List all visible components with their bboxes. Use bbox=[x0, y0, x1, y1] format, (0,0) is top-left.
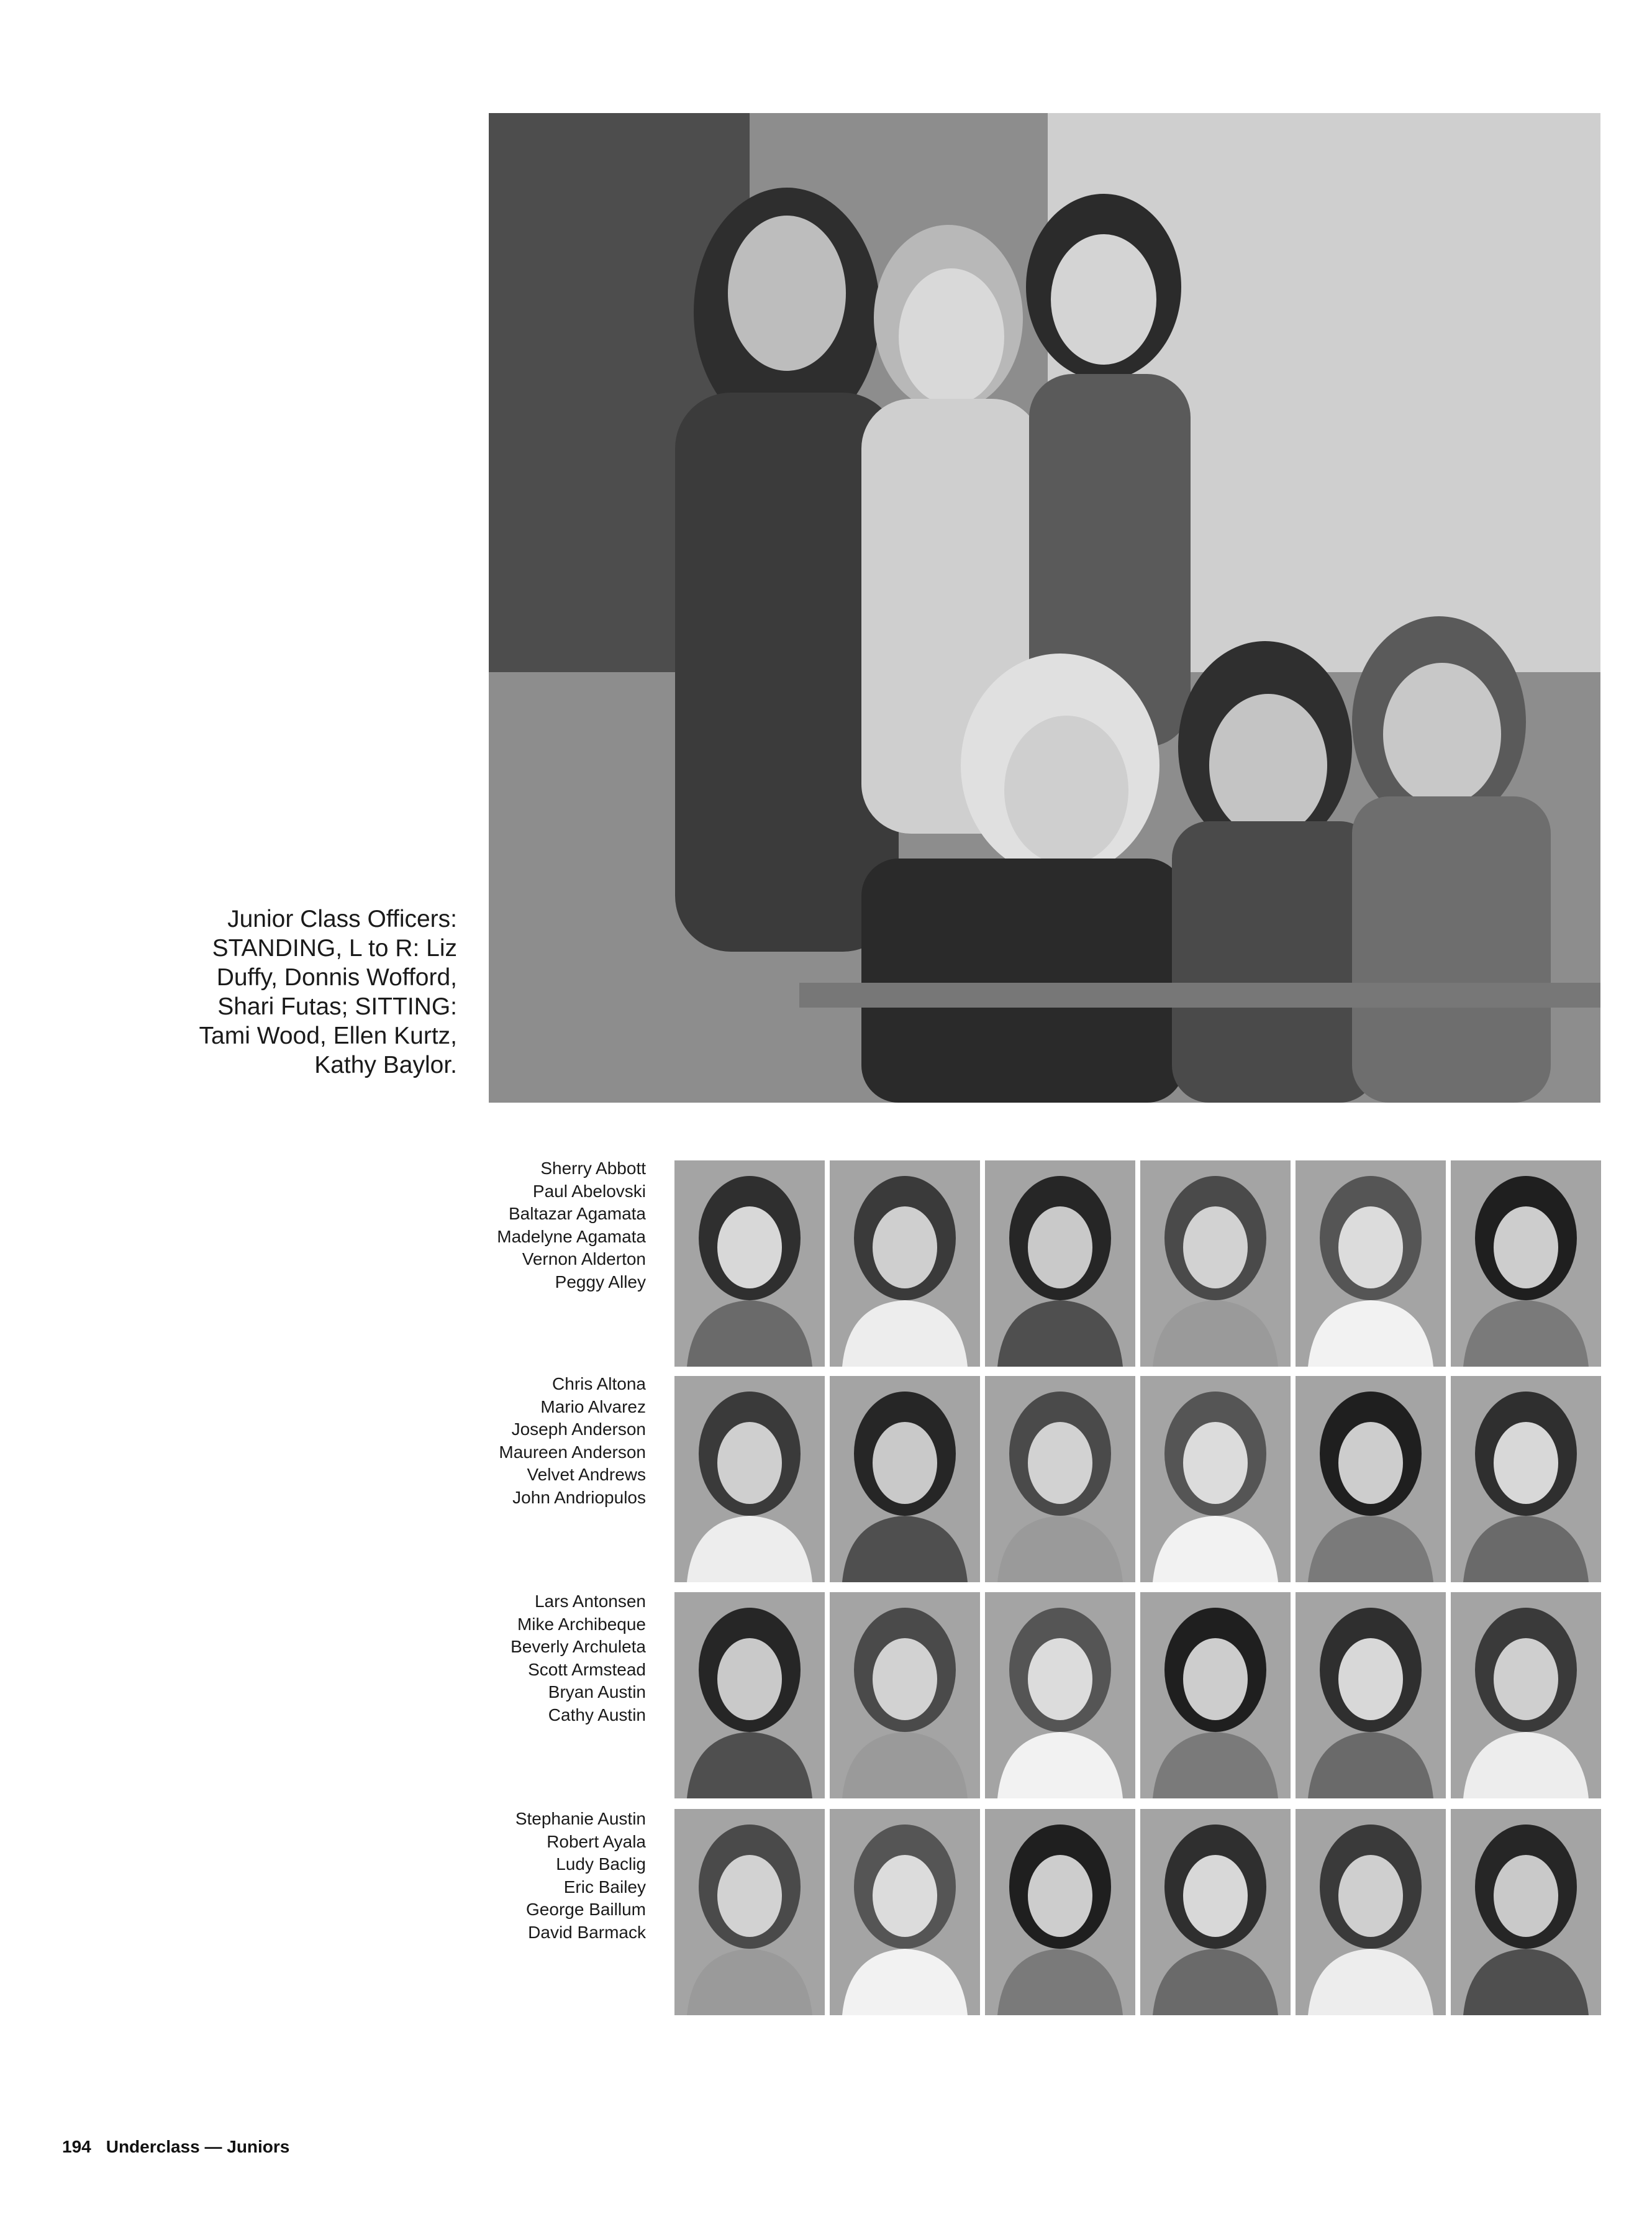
caption-line: Duffy, Donnis Wofford, bbox=[216, 964, 457, 991]
student-name: Bryan Austin bbox=[548, 1682, 646, 1702]
student-portrait-photo bbox=[1296, 1809, 1446, 2015]
student-portrait-photo bbox=[830, 1160, 980, 1367]
name-list-row-4 bbox=[385, 1808, 646, 1944]
group-photo-illustration bbox=[489, 113, 1600, 1103]
student-portrait-photo bbox=[985, 1592, 1135, 1798]
student-portrait-photo bbox=[1451, 1160, 1601, 1367]
student-name: Cathy Austin bbox=[548, 1705, 646, 1724]
student-portrait-photo bbox=[1140, 1376, 1291, 1582]
student-portrait-photo bbox=[1140, 1809, 1291, 2015]
student-name: Robert Ayala bbox=[547, 1831, 646, 1851]
student-name: Sherry Abbott bbox=[540, 1159, 646, 1178]
student-portrait-photo bbox=[1296, 1592, 1446, 1798]
student-name: David Barmack bbox=[528, 1922, 646, 1942]
student-portrait-photo bbox=[830, 1809, 980, 2015]
student-name: Velvet Andrews bbox=[527, 1465, 646, 1484]
student-name: Ludy Baclig bbox=[556, 1854, 646, 1874]
student-portrait-photo bbox=[985, 1376, 1135, 1582]
name-list-row-2 bbox=[385, 1373, 646, 1509]
name-list-row-3 bbox=[385, 1590, 646, 1726]
junior-class-officers-photo bbox=[489, 113, 1600, 1103]
student-portrait-photo bbox=[830, 1376, 980, 1582]
student-portrait-photo bbox=[1296, 1376, 1446, 1582]
student-name: Chris Altona bbox=[552, 1374, 646, 1393]
student-portrait-photo bbox=[1140, 1160, 1291, 1367]
student-name: Baltazar Agamata bbox=[508, 1204, 646, 1223]
student-name: Eric Bailey bbox=[563, 1877, 646, 1897]
student-name: Stephanie Austin bbox=[515, 1809, 646, 1828]
student-name: Peggy Alley bbox=[555, 1272, 646, 1292]
portrait-row-4 bbox=[674, 1809, 1600, 2015]
student-name: Mario Alvarez bbox=[540, 1396, 646, 1416]
student-portrait-photo bbox=[1451, 1592, 1601, 1798]
student-portrait-photo bbox=[1140, 1592, 1291, 1798]
student-name: Vernon Alderton bbox=[522, 1249, 646, 1269]
portrait-row-2 bbox=[674, 1376, 1600, 1582]
section-title: Underclass — Juniors bbox=[106, 2137, 290, 2156]
student-portrait-photo bbox=[985, 1809, 1135, 2015]
student-name: Lars Antonsen bbox=[534, 1592, 646, 1611]
student-portrait-photo bbox=[1296, 1160, 1446, 1367]
student-name: Beverly Archuleta bbox=[511, 1637, 646, 1656]
caption-line: Kathy Baylor. bbox=[314, 1052, 457, 1078]
student-name: Joseph Anderson bbox=[511, 1419, 646, 1439]
portrait-row-3 bbox=[674, 1592, 1600, 1798]
student-name: Scott Armstead bbox=[528, 1659, 646, 1679]
student-name: George Baillum bbox=[526, 1900, 646, 1919]
caption-line: Shari Futas; SITTING: bbox=[217, 993, 457, 1020]
student-name: Maureen Anderson bbox=[499, 1442, 646, 1462]
name-list-row-1 bbox=[385, 1157, 646, 1293]
student-portrait-photo bbox=[1451, 1376, 1601, 1582]
student-portrait-photo bbox=[674, 1160, 825, 1367]
student-name: Mike Archibeque bbox=[517, 1614, 646, 1634]
student-portrait-photo bbox=[674, 1809, 825, 2015]
student-portrait-photo bbox=[674, 1376, 825, 1582]
student-portrait-photo bbox=[1451, 1809, 1601, 2015]
caption-line: STANDING, L to R: Liz bbox=[212, 935, 457, 962]
portrait-row-1 bbox=[674, 1160, 1600, 1367]
student-portrait-photo bbox=[830, 1592, 980, 1798]
page-number: 194 bbox=[62, 2137, 91, 2156]
group-photo-caption bbox=[112, 904, 457, 1080]
student-portrait-photo bbox=[985, 1160, 1135, 1367]
caption-line: Tami Wood, Ellen Kurtz, bbox=[199, 1023, 457, 1049]
student-portrait-photo bbox=[674, 1592, 825, 1798]
student-name: Madelyne Agamata bbox=[497, 1226, 646, 1246]
student-name: John Andriopulos bbox=[512, 1487, 646, 1507]
caption-line: Junior Class Officers: bbox=[227, 906, 457, 932]
page-footer bbox=[62, 2137, 304, 2157]
student-name: Paul Abelovski bbox=[532, 1181, 646, 1201]
